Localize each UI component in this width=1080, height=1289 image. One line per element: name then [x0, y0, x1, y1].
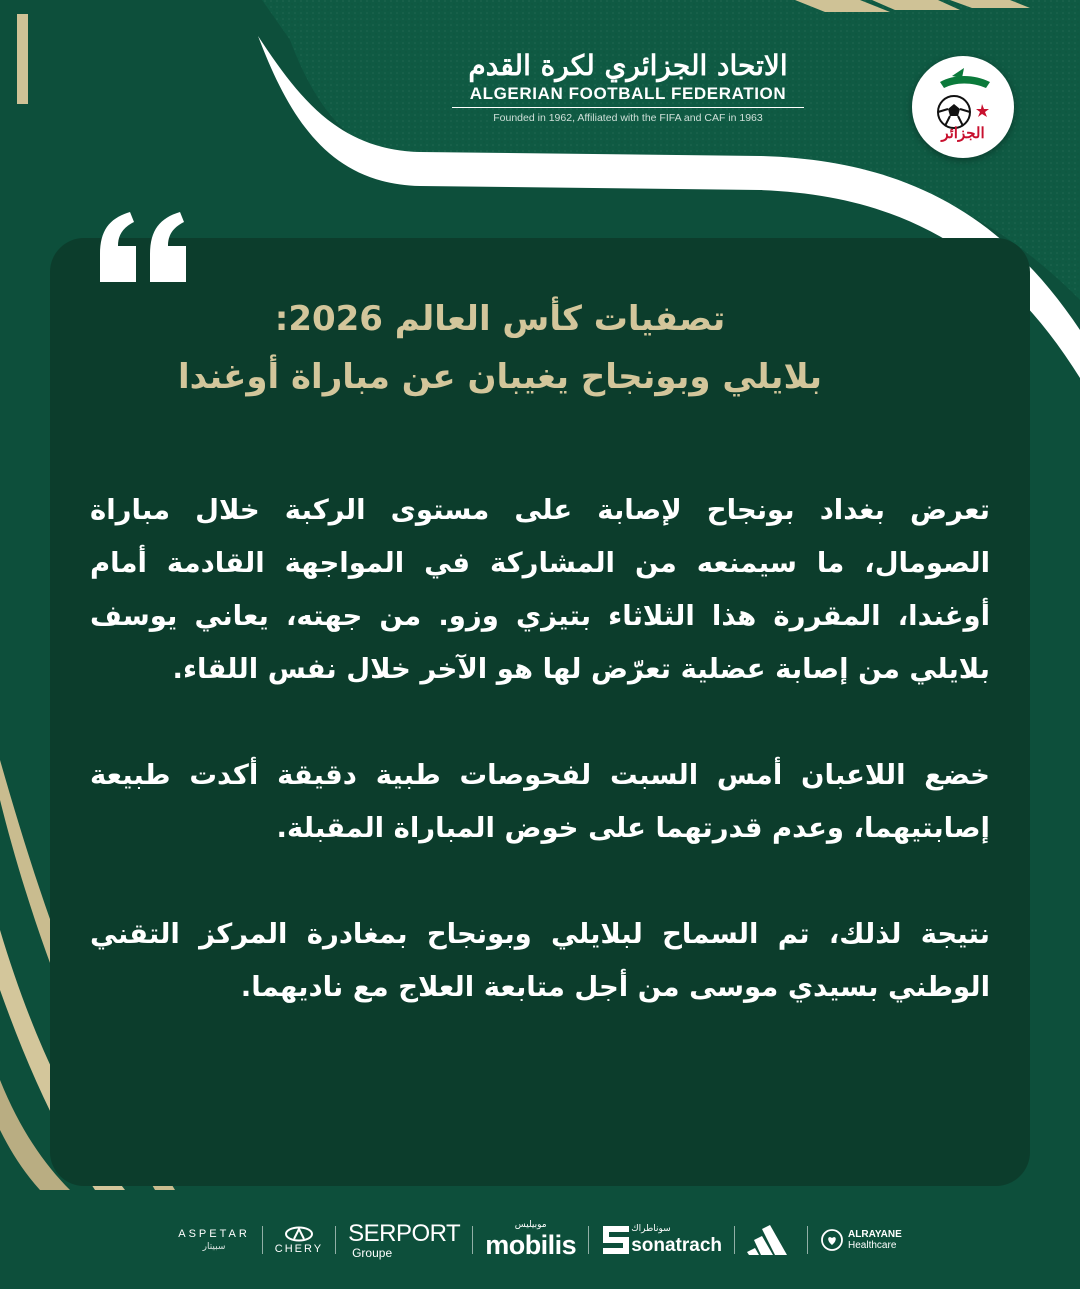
serport-label: SERPORT	[348, 1219, 461, 1247]
aspetar-label: ASPETAR	[178, 1227, 250, 1240]
adidas-stripes-icon	[747, 1225, 795, 1255]
crest-label: الجزائر	[941, 124, 985, 142]
chery-emblem-icon	[284, 1226, 314, 1242]
alrayane-sub-label: Healthcare	[848, 1239, 897, 1251]
brand-name-arabic: الاتحاد الجزائري لكرة القدم	[468, 49, 788, 82]
sponsor-serport-logo	[336, 1219, 472, 1260]
article-title-line-1: تصفيات كأس العالم 2026:	[274, 299, 726, 339]
federation-crest-logo	[912, 56, 1014, 158]
article-title-line-2: بلايلي وبونجاح يغيبان عن مباراة أوغندا	[177, 357, 823, 397]
mobilis-arabic-label: موبيليس	[514, 1220, 547, 1230]
article-body	[90, 484, 990, 1014]
sponsor-mobilis-logo	[473, 1221, 588, 1259]
article-paragraph-2: خضع اللاعبان أمس السبت لفحوصات طبية دقيقة أكدت طبيعة إصابتيهما، وعدم قدرتهما على خوض المباراة المقبلة.	[90, 759, 990, 844]
article-paragraph-3: نتيجة لذلك، تم السماح لبلايلي وبونجاح بمغادرة المركز التقني الوطني بسيدي موسى من أجل متابعة العلاج مع ناديهما.	[90, 918, 990, 1003]
alrayane-emblem-icon	[820, 1228, 844, 1252]
sponsors-bar	[100, 1212, 980, 1268]
crest-emblem-icon	[912, 56, 1014, 158]
article-title	[80, 290, 920, 406]
sonatrach-arabic-label: سوناطراك	[631, 1224, 671, 1234]
sponsor-alrayane-logo	[808, 1228, 914, 1252]
sponsor-adidas-logo	[735, 1225, 807, 1255]
sponsor-sonatrach-logo	[589, 1222, 734, 1258]
sponsor-chery-logo	[263, 1226, 335, 1255]
serport-sub-label: Groupe	[352, 1245, 393, 1260]
chery-label: CHERY	[274, 1242, 324, 1255]
alrayane-label: ALRAYANE	[848, 1228, 902, 1240]
brand-subtitle: Founded in 1962, Affiliated with the FIFA and CAF in 1963	[493, 112, 763, 124]
quote-mark-icon	[96, 212, 190, 284]
brand-name-english: ALGERIAN FOOTBALL FEDERATION	[452, 84, 804, 108]
federation-brand	[452, 48, 804, 124]
sonatrach-emblem-icon	[601, 1222, 631, 1258]
sponsor-aspetar-logo	[166, 1229, 262, 1252]
article-paragraph-1: تعرض بغداد بونجاح لإصابة على مستوى الركبة خلال مباراة الصومال، ما سيمنعه من المشاركة في المواجهة القادمة أمام أوغندا، المقررة هذا الثلاثاء بتيزي وزو. من جهته، يعاني يوسف بلايلي من إصابة عضلية تعرّض لها هو الآخر خلال نفس اللقاء.	[90, 494, 990, 685]
sonatrach-label: sonatrach	[631, 1235, 723, 1256]
mobilis-label: mobilis	[485, 1230, 577, 1260]
aspetar-arabic-label: سبيتار	[202, 1241, 226, 1252]
